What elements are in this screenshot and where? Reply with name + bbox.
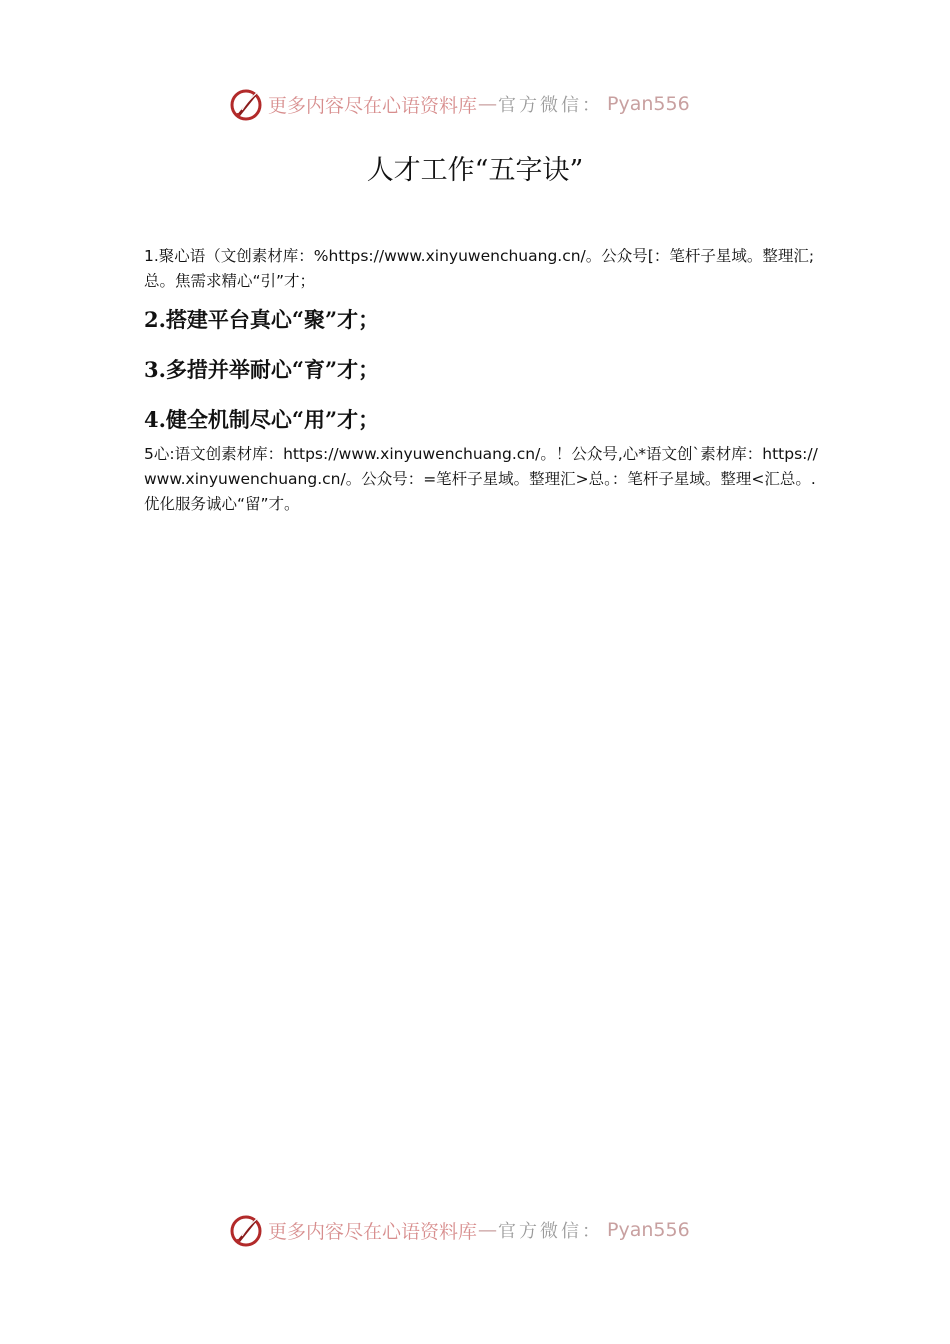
footer-banner bbox=[228, 1210, 748, 1250]
item-4-heading: 4.健全机制尽心“用”才； bbox=[144, 407, 380, 432]
banner-sub-text: 官方微信： bbox=[498, 1221, 604, 1242]
banner-dash: — bbox=[478, 1219, 498, 1241]
quill-pen-logo-icon bbox=[228, 1212, 264, 1248]
banner-main-text: 更多内容尽在心语资料库 bbox=[268, 94, 478, 117]
banner-main-text: 更多内容尽在心语资料库 bbox=[268, 1220, 478, 1243]
banner-sub-text: 官方微信： bbox=[498, 95, 604, 116]
document-title: 人才工作“五字诀” bbox=[366, 155, 584, 186]
quill-pen-logo-icon bbox=[228, 86, 264, 122]
item-5-paragraph: 5心:语文创素材库：https://www.xinyuwenchuang.cn/。！公众号,心*语文创`素材库：https://www.xinyuwenchuang.cn/。公众号：=笔杆子星域。整理汇>总。：笔杆子星域。整理<汇总。.优化服务诚心“留”才。 bbox=[144, 445, 818, 513]
document-body bbox=[144, 244, 824, 517]
banner-dash: — bbox=[478, 93, 498, 115]
header-banner bbox=[228, 84, 748, 124]
item-3-heading: 3.多措并举耐心“育”才； bbox=[144, 357, 380, 382]
item-2-heading: 2.搭建平台真心“聚”才； bbox=[144, 307, 380, 332]
item-1-paragraph: 1.聚心语（文创素材库：%https://www.xinyuwenchuang.cn/。公众号[：笔杆子星域。整理汇;总。焦需求精心“引”才； bbox=[144, 247, 815, 290]
banner-wechat-id: Pyan556 bbox=[607, 93, 690, 115]
banner-wechat-id: Pyan556 bbox=[607, 1219, 690, 1241]
